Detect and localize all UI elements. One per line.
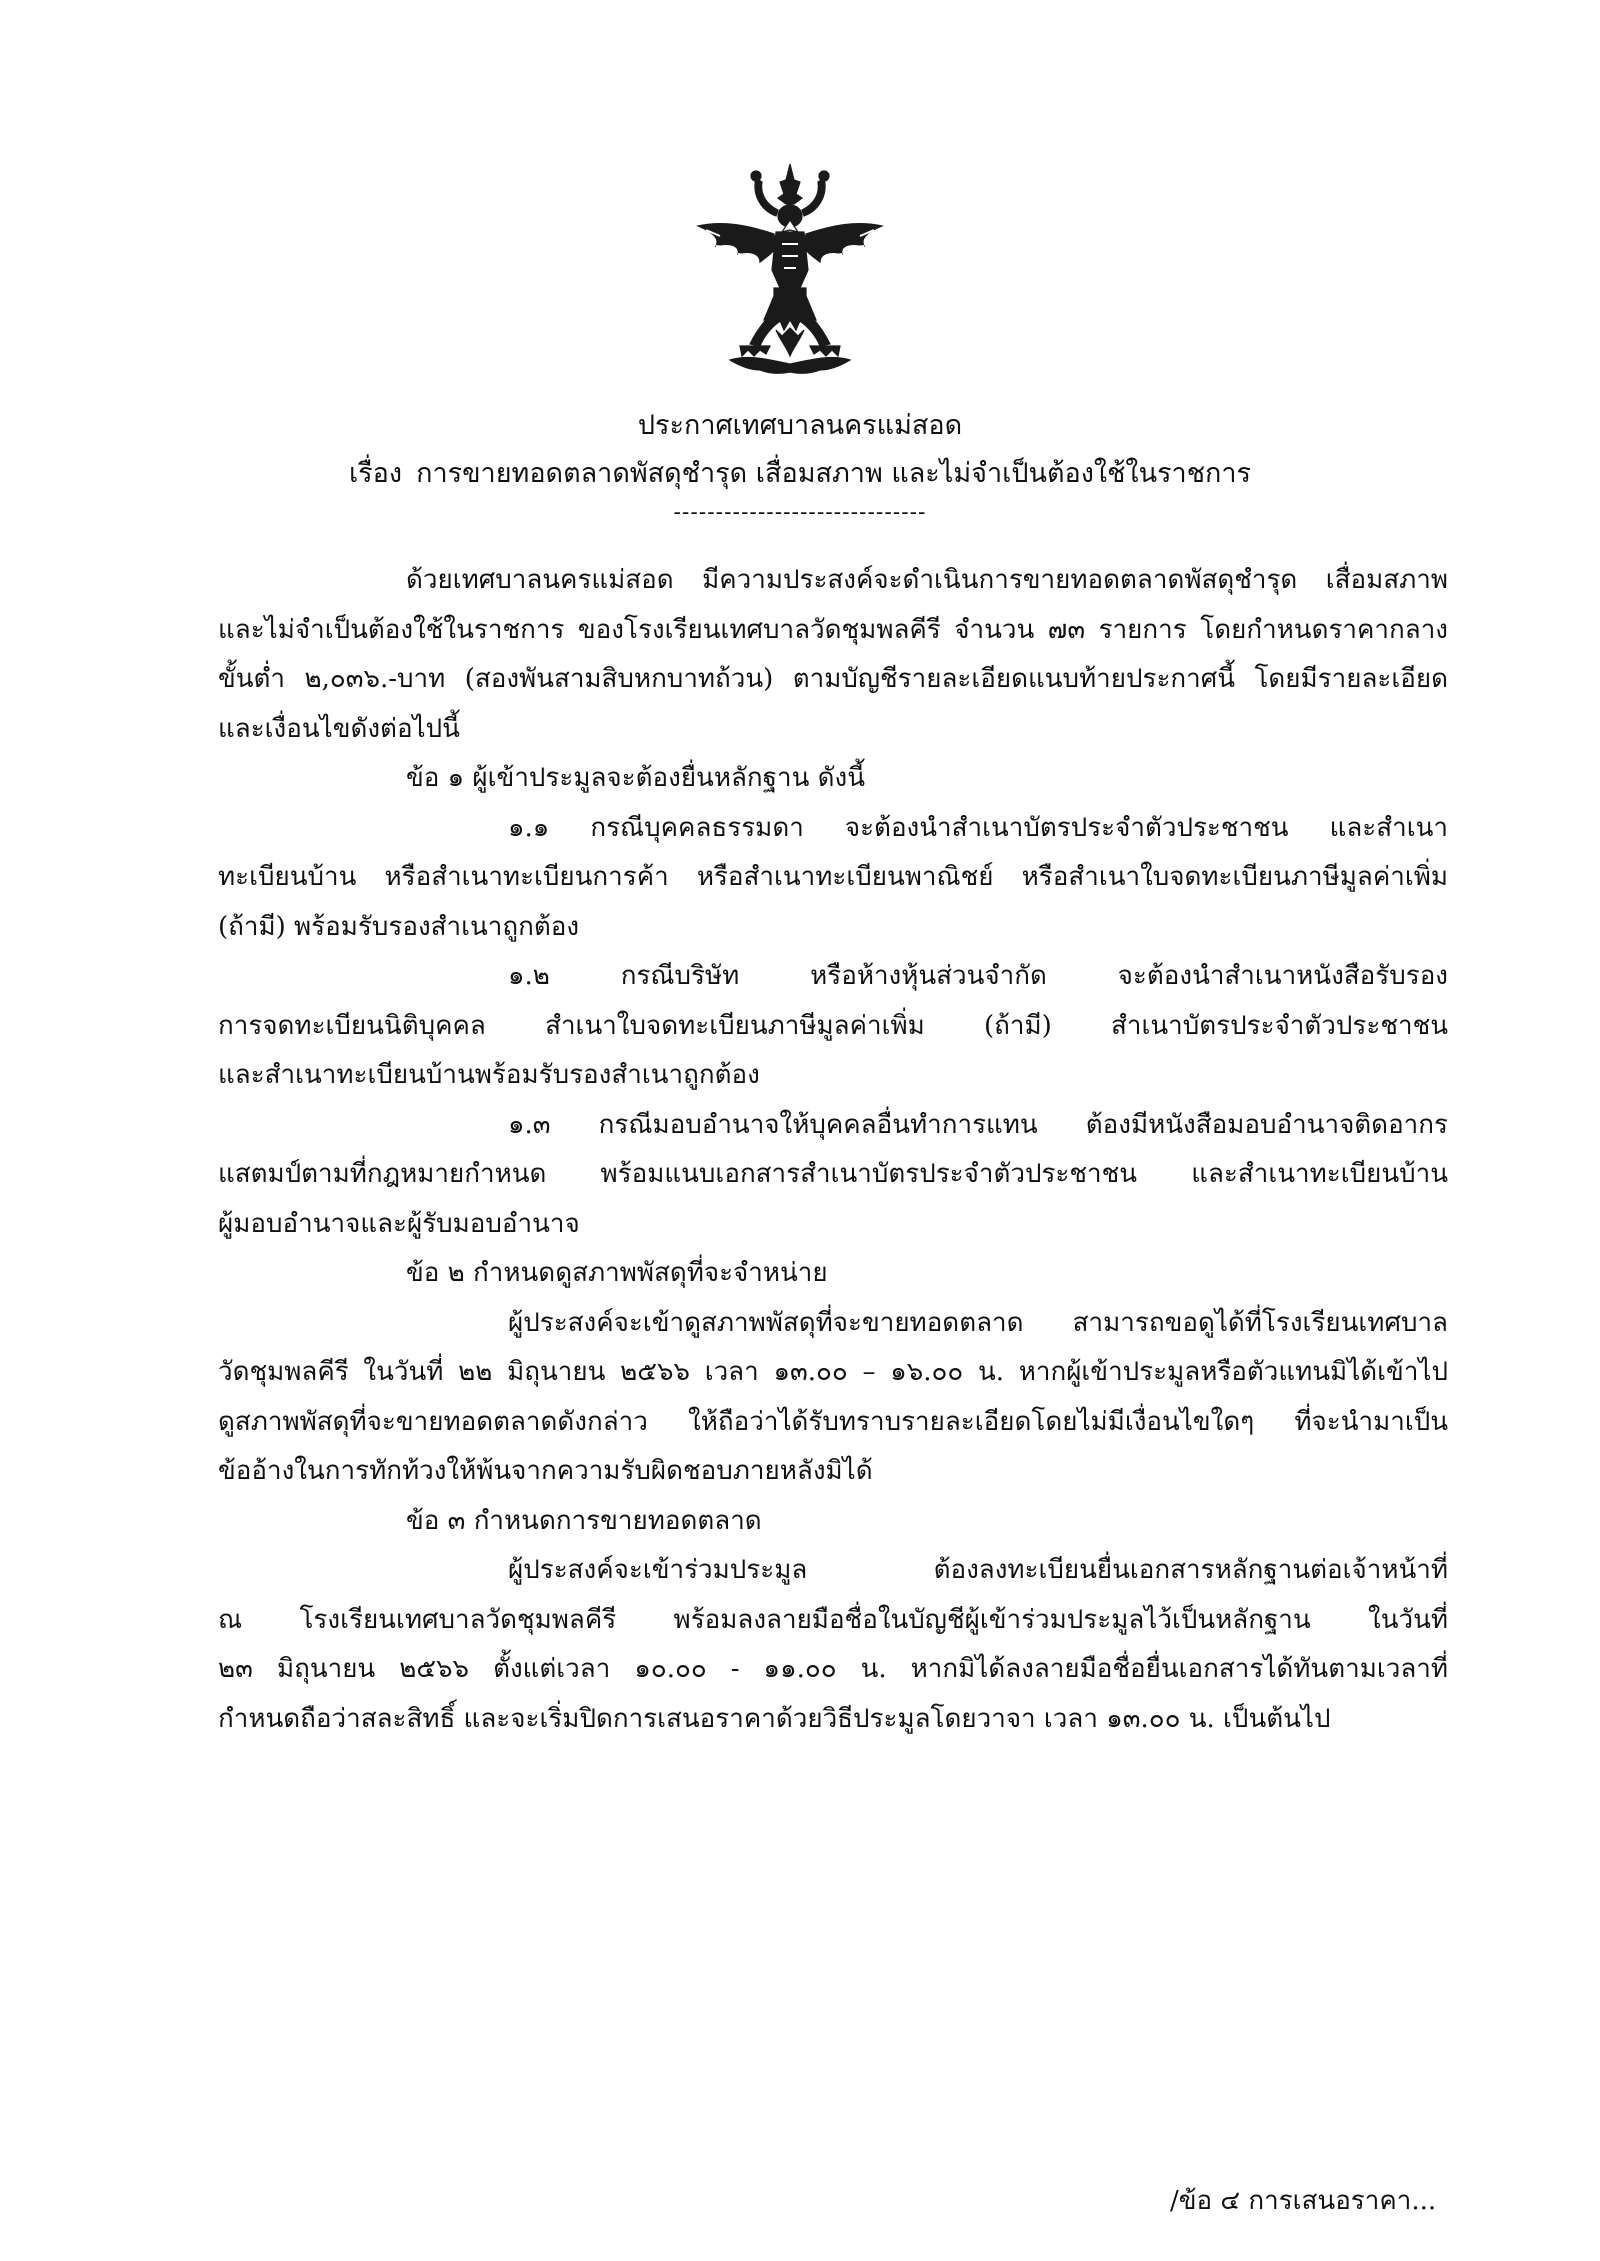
intro-line: และเงื่อนไขดังต่อไปนี้ bbox=[218, 713, 460, 744]
announcement-body bbox=[218, 556, 1448, 1744]
clause-1-1-line: ทะเบียนบ้าน หรือสำเนาทะเบียนการค้า หรือสำเนาทะเบียนพาณิชย์ หรือสำเนาใบจดทะเบียนภาษีมูลค่าเพิ่ม bbox=[218, 862, 1448, 892]
intro-line: ด้วยเทศบาลนครแม่สอด มีความประสงค์จะดำเนินการขายทอดตลาดพัสดุชำรุด เสื่อมสภาพ bbox=[406, 565, 1448, 595]
clause-2-line: ดูสภาพพัสดุที่จะขายทอดตลาดดังกล่าว ให้ถือว่าได้รับทราบรายละเอียดโดยไม่มีเงื่อนไขใดๆ ที่จะนำมาเป็น bbox=[218, 1406, 1448, 1437]
clause-3-heading: ข้อ ๓ กำหนดการขายทอดตลาด bbox=[406, 1505, 762, 1536]
title-separator: ------------------------------ bbox=[673, 500, 927, 525]
clause-1-1-line: ๑.๑ กรณีบุคคลธรรมดา จะต้องนำสำเนาบัตรประจำตัวประชาชน และสำเนา bbox=[508, 812, 1448, 843]
clause-1-2-line: การจดทะเบียนนิติบุคคล สำเนาใบจดทะเบียนภาษีมูลค่าเพิ่ม (ถ้ามี) สำเนาบัตรประจำตัวประชาชน bbox=[218, 1010, 1448, 1041]
intro-line: และไม่จำเป็นต้องใช้ในราชการ ของโรงเรียนเทศบาลวัดชุมพลคีรี จำนวน ๗๓ รายการ โดยกำหนดราคากลาง bbox=[218, 614, 1448, 645]
clause-2-line: ผู้ประสงค์จะเข้าดูสภาพพัสดุที่จะขายทอดตลาด สามารถขอดูได้ที่โรงเรียนเทศบาล bbox=[508, 1307, 1448, 1338]
clause-3-line: ๒๓ มิถุนายน ๒๕๖๖ ตั้งแต่เวลา ๑๐.๐๐ - ๑๑.๐๐ น. หากมิได้ลงลายมือชื่อยื่นเอกสารได้ทันตามเวลาที่ bbox=[218, 1654, 1448, 1684]
announcement-subject bbox=[0, 460, 1600, 487]
continuation-reference: /ข้อ ๔ การเสนอราคา... bbox=[1170, 2186, 1437, 2216]
clause-1-1-line: (ถ้ามี) พร้อมรับรองสำเนาถูกต้อง bbox=[218, 911, 580, 942]
clause-3-line: ณ โรงเรียนเทศบาลวัดชุมพลคีรี พร้อมลงลายมือชื่อในบัญชีผู้เข้าร่วมประมูลไว้เป็นหลักฐาน ในวันที่ bbox=[218, 1604, 1448, 1635]
intro-line: ขั้นต่ำ ๒,๐๓๖.-บาท (สองพันสามสิบหกบาทถ้วน) ตามบัญชีรายละเอียดแนบท้ายประกาศนี้ โดยมีรายละเอียด bbox=[218, 664, 1448, 694]
clause-2-line: ข้ออ้างในการทักท้วงให้พ้นจากความรับผิดชอบภายหลังมิได้ bbox=[218, 1456, 873, 1486]
clause-2-heading: ข้อ ๒ กำหนดดูสภาพพัสดุที่จะจำหน่าย bbox=[406, 1258, 828, 1288]
clause-3-line: ผู้ประสงค์จะเข้าร่วมประมูล ต้องลงทะเบียนยื่นเอกสารหลักฐานต่อเจ้าหน้าที่ bbox=[508, 1555, 1448, 1585]
clause-1-2-line: ๑.๒ กรณีบริษัท หรือห้างหุ้นส่วนจำกัด จะต้องนำสำเนาหนังสือรับรอง bbox=[508, 961, 1448, 991]
clause-3-line: กำหนดถือว่าสละสิทธิ์ และจะเริ่มปิดการเสนอราคาด้วยวิธีประมูลโดยวาจา เวลา ๑๓.๐๐ น. เป็นต้นไป bbox=[218, 1703, 1331, 1734]
subject-label: เรื่อง bbox=[348, 458, 403, 489]
announcement-title: ประกาศเทศบาลนครแม่สอด bbox=[637, 410, 963, 441]
clause-1-3-line: ๑.๓ กรณีมอบอำนาจให้บุคคลอื่นทำการแทน ต้องมีหนังสือมอบอำนาจติดอากร bbox=[508, 1109, 1448, 1140]
clause-1-2-line: และสำเนาทะเบียนบ้านพร้อมรับรองสำเนาถูกต้อง bbox=[218, 1060, 760, 1090]
clause-1-3-line: ผู้มอบอำนาจและผู้รับมอบอำนาจ bbox=[218, 1208, 580, 1239]
garuda-emblem-icon bbox=[690, 160, 890, 380]
clause-1-heading: ข้อ ๑ ผู้เข้าประมูลจะต้องยื่นหลักฐาน ดังนี้ bbox=[406, 763, 865, 793]
clause-1-3-line: แสตมป์ตามที่กฎหมายกำหนด พร้อมแนบเอกสารสำเนาบัตรประจำตัวประชาชน และสำเนาทะเบียนบ้าน bbox=[218, 1159, 1448, 1189]
subject-text: การขายทอดตลาดพัสดุชำรุด เสื่อมสภาพ และไม่จำเป็นต้องใช้ในราชการ bbox=[416, 458, 1252, 489]
clause-2-line: วัดชุมพลคีรี ในวันที่ ๒๒ มิถุนายน ๒๕๖๖ เวลา ๑๓.๐๐ – ๑๖.๐๐ น. หากผู้เข้าประมูลหรือตัวแทนมิได้เข้าไป bbox=[218, 1357, 1448, 1387]
